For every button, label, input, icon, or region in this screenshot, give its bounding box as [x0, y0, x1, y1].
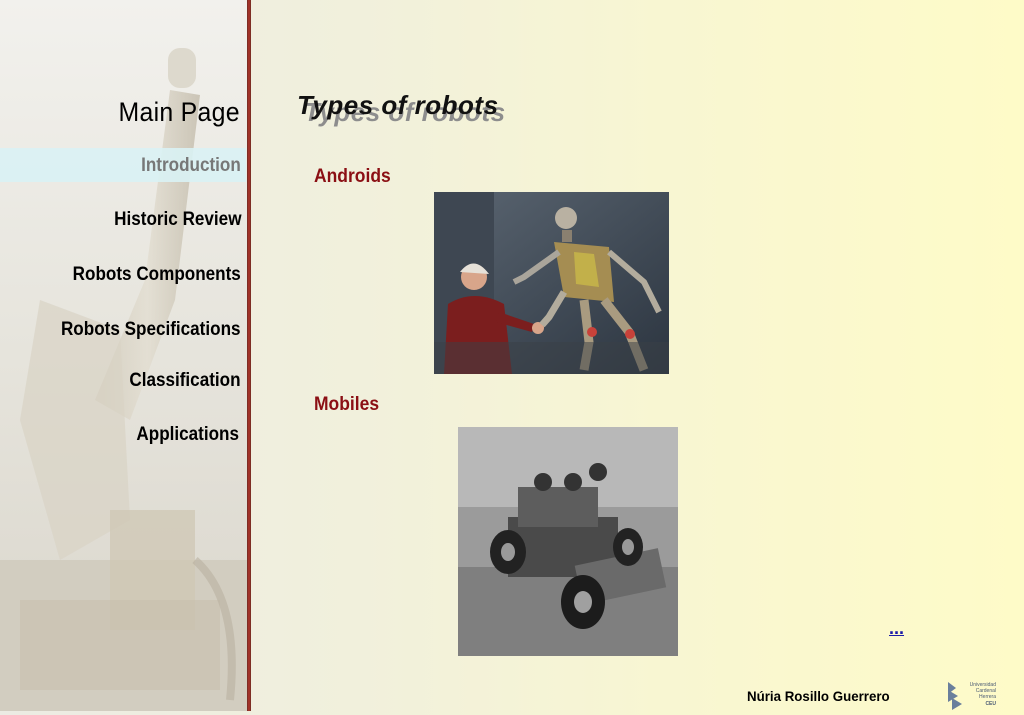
sidebar-divider: [247, 0, 251, 711]
section-label-mobiles: Mobiles: [314, 394, 380, 415]
sidebar-item-applications[interactable]: Applications: [136, 424, 239, 445]
mobile-robot-photo: [458, 427, 678, 656]
sidebar-item-robots-specifications[interactable]: Robots Specifications: [61, 319, 241, 340]
author-name: Núria Rosillo Guerrero: [747, 688, 890, 704]
android-photo: [434, 192, 669, 374]
page-title: Types of robots: [297, 90, 499, 120]
section-label-androids: Androids: [314, 166, 391, 187]
main-page-link[interactable]: Main Page: [118, 97, 240, 127]
logo-line-4: CEU: [985, 701, 996, 707]
logo-line-2: Cardenal: [975, 688, 996, 694]
sidebar-item-historic-review[interactable]: Historic Review: [113, 209, 241, 230]
sidebar-item-introduction[interactable]: Introduction: [141, 155, 241, 176]
mobile-robot-image: [458, 427, 678, 656]
more-link[interactable]: ...: [889, 618, 905, 638]
logo-line-1: Universidad: [969, 682, 996, 688]
sidebar: [0, 0, 248, 711]
sidebar-item-robots-components[interactable]: Robots Components: [72, 264, 241, 285]
sidebar-item-classification[interactable]: Classification: [129, 370, 241, 391]
android-robot-image: [434, 192, 669, 374]
logo-line-3: Herrera: [979, 694, 996, 700]
ceu-logo-icon: [946, 680, 1018, 710]
university-logo: [946, 680, 1018, 710]
